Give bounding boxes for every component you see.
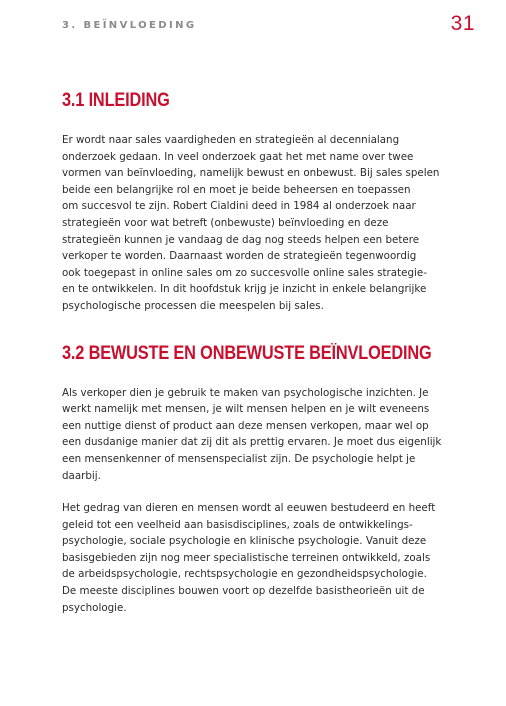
- text-line: Het gedrag van dieren en mensen wordt al eeuwen bestudeerd en heeft: [62, 502, 436, 515]
- text-line: ook toegepast in online sales om zo succesvolle online sales strategie-: [62, 266, 427, 279]
- text-line: en te ontwikkelen. In dit hoofdstuk krijg je inzicht in enkele belangrijke: [62, 283, 427, 296]
- text-line: Als verkoper dien je gebruik te maken van psychologische inzichten. Je: [62, 386, 429, 399]
- text-line: werkt namelijk met mensen, je wilt mensen helpen en je wilt eveneens: [62, 403, 430, 416]
- running-header: 3. BEÏNVLOEDING: [62, 20, 197, 31]
- text-line: Er wordt naar sales vaardigheden en strategieën al decennialang: [62, 134, 400, 146]
- text-line: een mensenkenner of mensenspecialist zijn. De psychologie helpt je: [62, 452, 416, 465]
- text-line: psychologie, sociale psychologie en klinische psychologie. Vanuit deze: [62, 535, 427, 548]
- text-line: psychologie.: [62, 601, 127, 614]
- text-line: geleid tot een veelheid aan basisdisciplines, zoals de ontwikkelings-: [62, 518, 413, 531]
- text-line: verkoper te worden. Daarnaast worden de strategieën tegenwoordig: [62, 250, 417, 263]
- paragraph-disciplines: [62, 500, 454, 616]
- section-heading-bewuste-beinvloeding: 3.2 BEWUSTE EN ONBEWUSTE BEÏNVLOEDING: [62, 342, 432, 364]
- text-line: om succesvol te zijn. Robert Cialdini deed in 1984 al onderzoek naar: [62, 200, 416, 213]
- text-line: De meeste disciplines bouwen voort op dezelfde basistheorieën uit de: [62, 585, 425, 598]
- text-line: psychologische processen die meespelen bij sales.: [62, 299, 324, 312]
- page-content: [62, 88, 454, 616]
- section-heading-inleiding: 3.1 INLEIDING: [62, 90, 170, 111]
- text-line: vormen van beïnvloeding, namelijk bewust en onbewust. Bij sales spelen: [62, 167, 440, 180]
- text-line: strategieën kunnen je vandaag de dag nog steeds helpen een betere: [62, 233, 420, 246]
- text-line: onderzoek gedaan. In veel onderzoek gaat het met name over twee: [62, 150, 414, 163]
- paragraph-verkoper-psychologie: [62, 385, 454, 485]
- text-line: daarbij.: [62, 469, 101, 482]
- text-line: een nuttige dienst of product aan deze mensen verkopen, maar wel op: [62, 419, 429, 432]
- paragraph-inleiding: [62, 132, 454, 315]
- text-line: basisgebieden zijn nog meer specialistische terreinen ontwikkeld, zoals: [62, 551, 431, 564]
- page-number: 31: [450, 12, 475, 35]
- text-line: de arbeidspsychologie, rechtspsychologie en gezondheidspsychologie.: [62, 568, 427, 581]
- text-line: beide een belangrijke rol en moet je beide beheersen en toepassen: [62, 183, 411, 196]
- text-line: strategieën voor wat betreft (onbewuste) beïnvloeding en deze: [62, 216, 389, 229]
- text-line: een dusdanige manier dat zij dit als prettig ervaren. Je moet dus eigenlijk: [62, 436, 442, 449]
